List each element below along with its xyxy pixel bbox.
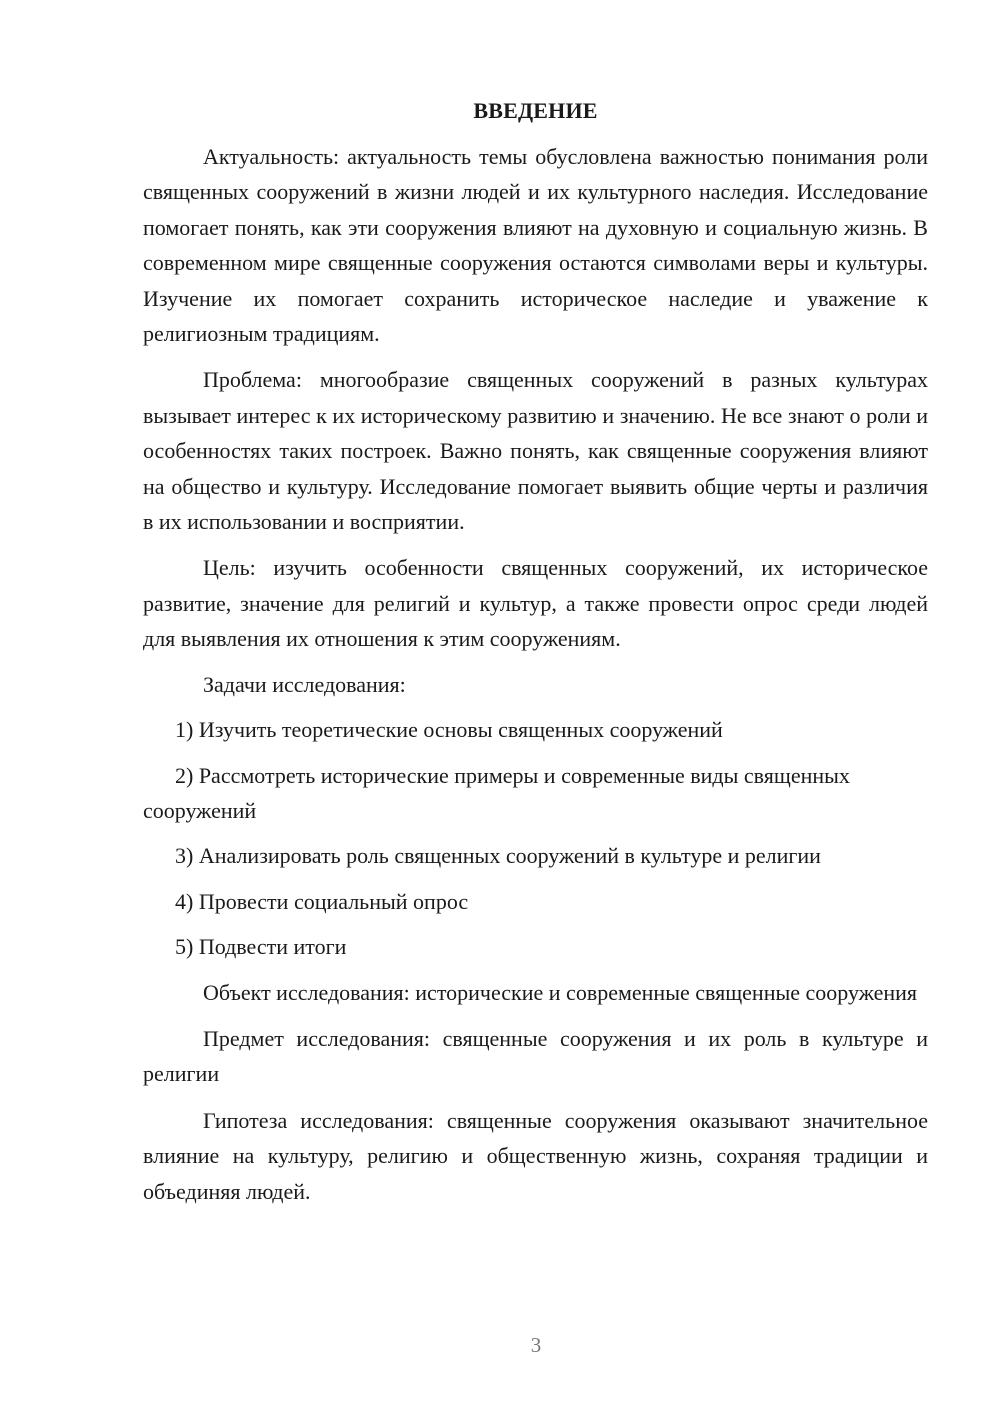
task-item-5: 5) Подвести итоги [175,934,347,960]
paragraph-object: Объект исследования: исторические и современные священные сооружения [203,979,918,1005]
task-item-4: 4) Провести социальный опрос [175,888,469,914]
paragraph-goal: Цель: изучить особенности священных сооружений, их историческое развитие, значение для религий и культур, а также провести опрос среди людей для выявления их отношения к этим сооружениям. [143,555,928,652]
tasks-title: Задачи исследования: [203,671,406,697]
paragraph-hypothesis: Гипотеза исследования: священные сооружения оказывают значительное влияние на культуру, религию и общественную жизнь, сохраняя традиции и объединяя людей. [143,1107,928,1204]
page-content [143,96,928,1209]
section-heading: ВВЕДЕНИЕ [473,98,598,123]
paragraph-relevance: Актуальность: актуальность темы обусловлена важностью понимания роли священных сооружений в жизни людей и их культурного наследия. Исследование помогает понять, как эти сооружения влияют на духовную и социальную жизнь. В современном мире священные сооружения остаются символами веры и культуры. Изучение их помогает сохранить историческое наследие и уважение к религиозным традициям. [143,144,928,347]
page-number: 3 [530,1333,542,1357]
paragraph-subject: Предмет исследования: священные сооружения и их роль в культуре и религии [143,1025,928,1087]
paragraph-problem: Проблема: многообразие священных сооружений в разных культурах вызывает интерес к их историческому развитию и значению. Не все знают о роли и особенностях таких построек. Важно понять, как священные сооружения влияют на общество и культуру. Исследование помогает выявить общие черты и различия в их использовании и восприятии. [143,367,928,535]
task-item-1: 1) Изучить теоретические основы священных сооружений [175,717,723,743]
task-item-2: 2) Рассмотреть исторические примеры и современные виды священных сооружений [143,762,850,823]
task-item-3: 3) Анализировать роль священных сооружений в культуре и религии [175,843,821,869]
